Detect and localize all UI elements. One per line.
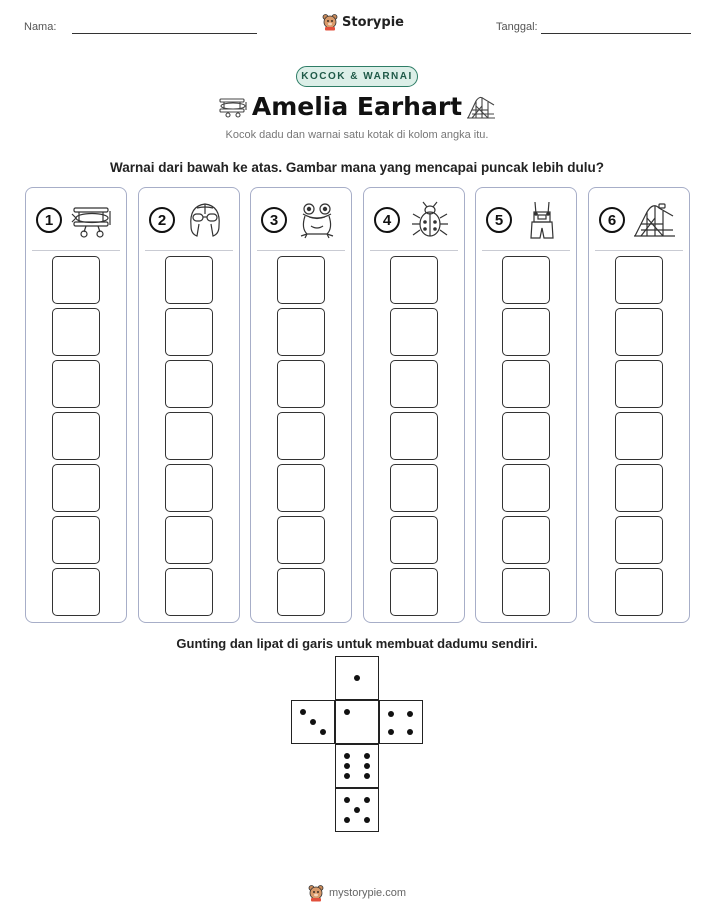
pip (310, 719, 316, 725)
column-3 (250, 187, 352, 623)
color-box[interactable] (615, 464, 663, 512)
footer-url[interactable]: mystorypie.com (329, 887, 407, 899)
pip (320, 729, 326, 735)
cut-instruction: Gunting dan lipat di garis untuk membuat dadumu sendiri. (176, 636, 538, 651)
column-2 (138, 187, 240, 623)
page-title: Amelia Earhart (251, 92, 463, 121)
date-label: Tanggal: (496, 21, 538, 33)
column-divider (370, 250, 458, 251)
column-number: 6 (599, 207, 625, 233)
color-box[interactable] (615, 308, 663, 356)
color-box[interactable] (502, 360, 550, 408)
column-divider (145, 250, 233, 251)
color-box[interactable] (277, 308, 325, 356)
roller-coaster-icon (466, 93, 496, 120)
brand-logo (322, 13, 404, 31)
column-6 (588, 187, 690, 623)
instruction-text: Warnai dari bawah ke atas. Gambar mana yang mencapai puncak lebih dulu? (110, 160, 604, 175)
pip (364, 817, 370, 823)
brand-name: Storypie (342, 14, 404, 30)
color-box[interactable] (52, 308, 100, 356)
name-label: Nama: (24, 21, 57, 33)
column-number: 3 (261, 207, 287, 233)
color-box[interactable] (390, 464, 438, 512)
color-box[interactable] (615, 256, 663, 304)
name-line (72, 33, 257, 34)
color-box[interactable] (390, 568, 438, 616)
pip (344, 797, 350, 803)
color-box[interactable] (390, 360, 438, 408)
pip (344, 773, 350, 779)
dice-face-3 (291, 700, 335, 744)
color-box[interactable] (277, 360, 325, 408)
column-1 (25, 187, 127, 623)
color-box[interactable] (165, 360, 213, 408)
color-box[interactable] (502, 516, 550, 564)
color-box[interactable] (502, 568, 550, 616)
pip (344, 817, 350, 823)
color-box[interactable] (52, 568, 100, 616)
color-box[interactable] (165, 568, 213, 616)
color-box[interactable] (390, 308, 438, 356)
pip (364, 753, 370, 759)
color-box[interactable] (52, 256, 100, 304)
color-box[interactable] (52, 516, 100, 564)
beetle-icon (408, 200, 452, 240)
color-box[interactable] (277, 516, 325, 564)
column-divider (32, 250, 120, 251)
color-box[interactable] (52, 360, 100, 408)
color-box[interactable] (615, 412, 663, 460)
color-box[interactable] (502, 464, 550, 512)
pip (364, 763, 370, 769)
color-box[interactable] (502, 308, 550, 356)
aviator-helmet-icon (183, 200, 227, 240)
color-box[interactable] (165, 464, 213, 512)
dice-face-4 (379, 700, 423, 744)
column-number: 2 (149, 207, 175, 233)
color-box[interactable] (390, 412, 438, 460)
bear-mascot-icon (322, 13, 338, 31)
pip (344, 763, 350, 769)
overalls-icon (520, 200, 564, 240)
color-box[interactable] (615, 516, 663, 564)
column-divider (595, 250, 683, 251)
color-box[interactable] (277, 568, 325, 616)
roller-coaster-icon (633, 200, 677, 240)
pip (407, 729, 413, 735)
dice-face-1 (335, 656, 379, 700)
pip (364, 773, 370, 779)
column-number: 1 (36, 207, 62, 233)
color-box[interactable] (277, 256, 325, 304)
frog-icon (295, 200, 339, 240)
activity-badge: KOCOK & WARNAI (296, 66, 418, 87)
column-4 (363, 187, 465, 623)
subtitle: Kocok dadu dan warnai satu kotak di kolom angka itu. (225, 129, 489, 141)
column-5 (475, 187, 577, 623)
column-divider (482, 250, 570, 251)
color-box[interactable] (615, 360, 663, 408)
color-box[interactable] (52, 464, 100, 512)
color-box[interactable] (502, 412, 550, 460)
color-box[interactable] (165, 516, 213, 564)
pip (344, 753, 350, 759)
color-box[interactable] (390, 516, 438, 564)
dice-face-1 (335, 700, 379, 744)
color-box[interactable] (52, 412, 100, 460)
footer (308, 884, 406, 902)
pip (364, 797, 370, 803)
pip (344, 709, 350, 715)
color-box[interactable] (165, 412, 213, 460)
pip (300, 709, 306, 715)
color-box[interactable] (165, 256, 213, 304)
date-line (541, 33, 691, 34)
dice-face-6 (335, 744, 379, 788)
color-box[interactable] (390, 256, 438, 304)
color-box[interactable] (165, 308, 213, 356)
color-box[interactable] (502, 256, 550, 304)
pip (354, 675, 360, 681)
column-divider (257, 250, 345, 251)
column-number: 5 (486, 207, 512, 233)
color-box[interactable] (277, 412, 325, 460)
color-box[interactable] (277, 464, 325, 512)
bear-mascot-icon (308, 884, 324, 902)
column-number: 4 (374, 207, 400, 233)
pip (388, 729, 394, 735)
pip (354, 807, 360, 813)
pip (388, 711, 394, 717)
biplane-icon (70, 200, 114, 240)
pip (407, 711, 413, 717)
color-box[interactable] (615, 568, 663, 616)
dice-face-5 (335, 788, 379, 832)
